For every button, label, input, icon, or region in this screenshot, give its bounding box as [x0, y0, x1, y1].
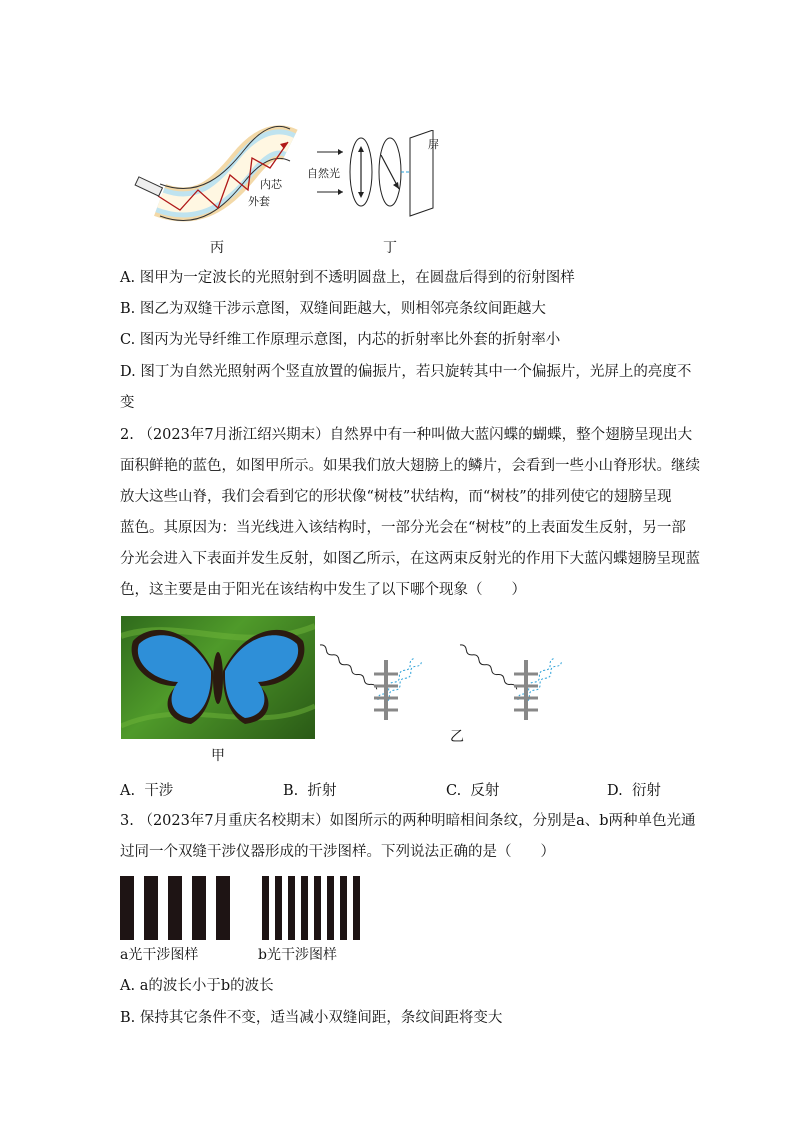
q1-option-a: A. 图甲为一定波长的光照射到不透明圆盘上，在圆盘后得到的衍射图样 — [120, 270, 575, 286]
q2-line-1: 2. （2023年7月浙江绍兴期末）自然界中有一种叫做大蓝闪蝶的蝴蝶，整个翅膀呈现出大 — [120, 427, 693, 443]
polarizer-figure — [305, 130, 450, 240]
q1-option-d: D. 图丁为自然光照射两个竖直放置的偏振片，若只旋转其中一个偏振片，光屏上的亮度不 — [120, 364, 692, 380]
q1-option-b: B. 图乙为双缝干涉示意图，双缝间距越大，则相邻亮条纹间距越大 — [120, 301, 546, 317]
cladding-label: 外套 — [248, 195, 270, 208]
caption-yi: 乙 — [450, 729, 464, 745]
a-light-pattern — [120, 876, 230, 940]
q3-option-b: B. 保持其它条件不变，适当减小双缝间距，条纹间距将变大 — [120, 1010, 503, 1026]
fiber-figure — [130, 120, 310, 230]
q2-line-5: 分光会进入下表面并发生反射，如图乙所示，在这两束反射光的作用下大蓝闪蝶翅膀呈现蓝 — [120, 551, 700, 567]
butterfly-photo — [121, 616, 315, 739]
q1-option-c: C. 图丙为光导纤维工作原理示意图，内芯的折射率比外套的折射率小 — [120, 332, 561, 348]
q2-option-c: C. 反射 — [446, 783, 500, 799]
q2-line-4: 蓝色。其原因为：当光线进入该结构时，一部分光会在“树枝”的上表面发生反射，另一部 — [120, 520, 686, 536]
reflection-diagram-1 — [318, 630, 443, 720]
core-label: 内芯 — [260, 178, 282, 191]
caption-b-pattern: b光干涉图样 — [258, 947, 337, 963]
caption-bing: 丙 — [210, 240, 224, 256]
q2-line-6: 色，这主要是由于阳光在该结构中发生了以下哪个现象（ ） — [120, 582, 526, 598]
q2-option-b: B. 折射 — [283, 783, 337, 799]
q2-line-3: 放大这些山脊，我们会看到它的形状像“树枝”状结构，而“树枝”的排列使它的翅膀呈现 — [120, 489, 672, 505]
b-light-pattern — [262, 876, 360, 940]
q2-option-d: D. 衍射 — [607, 783, 661, 799]
caption-jia: 甲 — [211, 748, 225, 764]
q1-option-d-continued: 变 — [120, 395, 135, 411]
natural-light-label: 自然光 — [307, 167, 340, 180]
caption-ding: 丁 — [383, 240, 397, 256]
q3-line-1: 3. （2023年7月重庆名校期末）如图所示的两种明暗相间条纹，分别是a、b两种单色光通 — [120, 813, 696, 829]
q2-line-2: 面积鲜艳的蓝色，如图甲所示。如果我们放大翅膀上的鳞片，会看到一些小山脊形状。继续 — [120, 458, 700, 474]
q3-option-a: A. a的波长小于b的波长 — [120, 978, 274, 994]
reflection-diagram-2 — [458, 630, 588, 720]
caption-a-pattern: a光干涉图样 — [120, 947, 199, 963]
q3-line-2: 过同一个双缝干涉仪器形成的干涉图样。下列说法正确的是（ ） — [120, 844, 555, 860]
screen-label: 屏 — [428, 138, 439, 151]
q2-option-a: A. 干涉 — [120, 783, 174, 799]
